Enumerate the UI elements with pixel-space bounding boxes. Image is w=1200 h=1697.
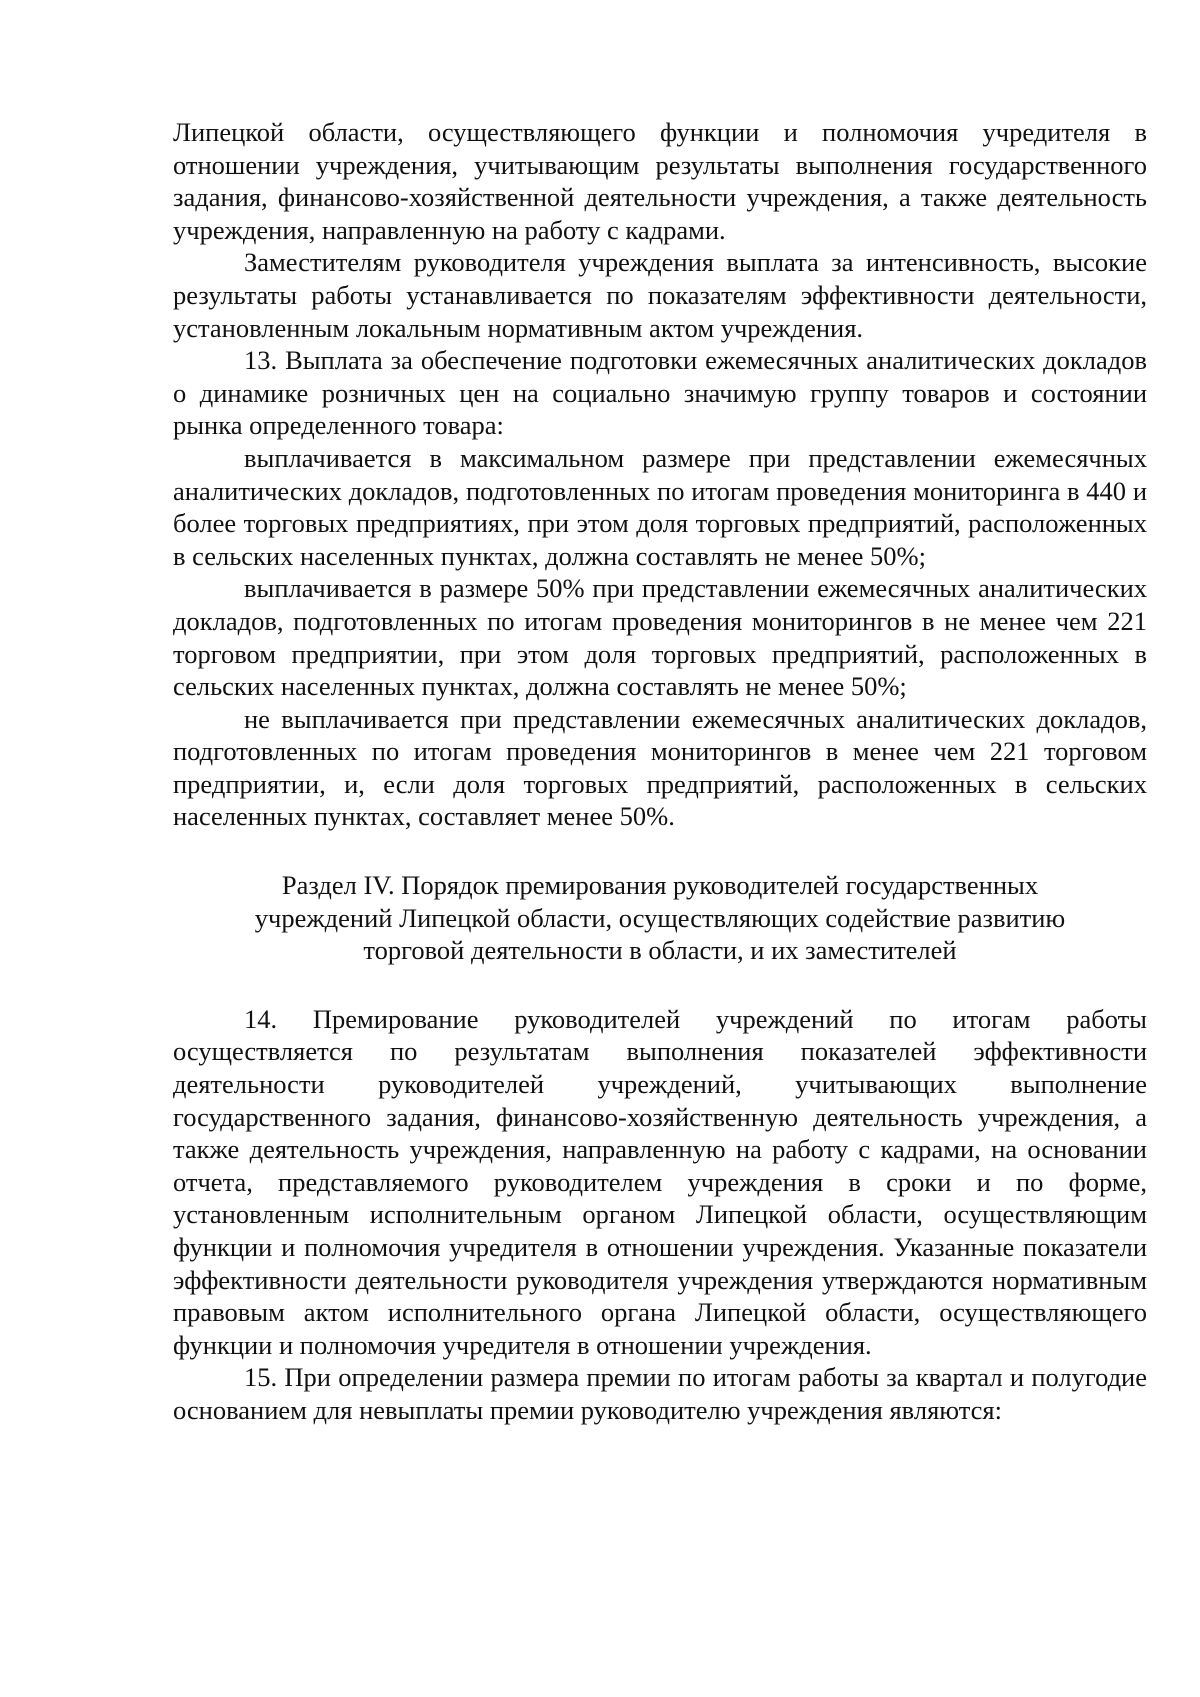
paragraph-deputies-payment: Заместителям руководителя учреждения выплата за интенсивность, высокие результаты работы устанавливается по показателям эффективности деятельности, установленным локальным нормативным актом учреждения. [173, 247, 1147, 343]
section-heading-line-2: учреждений Липецкой области, осуществляющих содействие развитию [254, 902, 1066, 933]
paragraph-continuation: Липецкой области, осуществляющего функции и полномочия учредителя в отношении учреждения, учитывающим результаты выполнения государственного задания, финансово-хозяйственной деятельности учреждения, а также деятельность учреждения, направленную на работу с кадрами. [173, 117, 1147, 245]
paragraph-item-14: 14. Премирование руководителей учреждений по итогам работы осуществляется по результатам выполнения показателей эффективности деятельности руководителей учреждений, учитывающих выполнение государственного задания, финансово-хозяйственную деятельность учреждения, а также деятельность учреждения, направленную на работу с кадрами, на основании отчета, представляемого руководителем учреждения в сроки и по форме, установленным исполнительным органом Липецкой области, осуществляющим функции и полномочия учредителя в отношении учреждения. Указанные показатели эффективности деятельности руководителя учреждения утверждаются нормативным правовым актом исполнительного органа Липецкой области, осуществляющего функции и полномочия учредителя в отношении учреждения. [173, 1003, 1147, 1360]
paragraph-max-payment: выплачивается в максимальном размере при представлении ежемесячных аналитических докладов, подготовленных по итогам проведения мониторинга в 440 и более торговых предприятиях, при этом доля торговых предприятий, расположенных в сельских населенных пунктах, должна составлять не менее 50%; [173, 442, 1147, 571]
section-heading-line-3: торговой деятельности в области, и их заместителей [363, 935, 957, 966]
document-page [173, 116, 1147, 1427]
paragraph-half-payment: выплачивается в размере 50% при представлении ежемесячных аналитических докладов, подготовленных по итогам проведения мониторингов в не менее чем 221 торговом предприятии, при этом доля торговых предприятий, расположенных в сельских населенных пунктах, должна составлять не менее 50%; [173, 573, 1147, 702]
paragraph-item-13: 13. Выплата за обеспечение подготовки ежемесячных аналитических докладов о динамике розничных цен на социально значимую группу товаров и состоянии рынка определенного товара: [173, 345, 1147, 441]
section-heading-line-1: Раздел IV. Порядок премирования руководителей государственных [281, 870, 1039, 901]
spacer [173, 833, 1147, 869]
spacer [173, 967, 1147, 1003]
paragraph-item-15: 15. При определении размера премии по итогам работы за квартал и полугодие основанием для невыплаты премии руководителю учреждения являются: [173, 1362, 1147, 1425]
section-heading [173, 869, 1147, 967]
paragraph-no-payment: не выплачивается при представлении ежемесячных аналитических докладов, подготовленных по итогам проведения мониторингов в менее чем 221 торговом предприятии, и, если доля торговых предприятий, расположенных в сельских населенных пунктах, составляет менее 50%. [173, 703, 1147, 832]
